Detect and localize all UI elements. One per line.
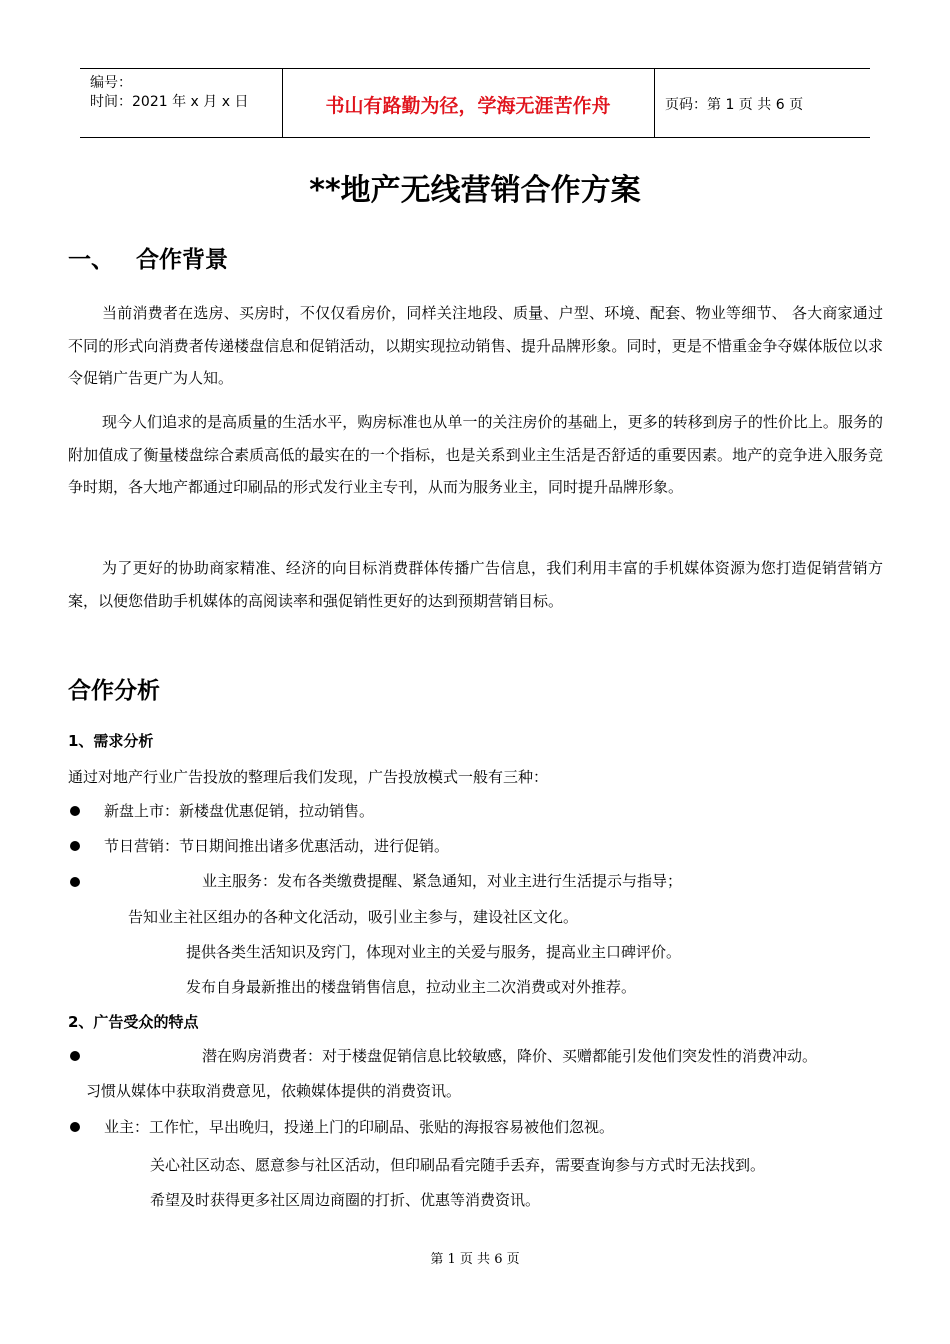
document-header <box>80 68 870 138</box>
bullet-icon <box>70 877 80 887</box>
list-item: 习惯从媒体中获取消费意见，依赖媒体提供的消费资讯。 <box>86 1082 462 1100</box>
page-footer: 第 1 页 共 6 页 <box>430 1252 520 1267</box>
number-label: 编号： <box>90 75 132 91</box>
list-item: 关心社区动态、愿意参与社区活动，但印刷品看完随手丢弃，需要查询参与方式时无法找到。 <box>150 1156 766 1174</box>
header-motto-cell <box>282 69 655 137</box>
bullet-icon <box>70 1051 80 1061</box>
sub1-heading: 1、需求分析 <box>68 732 154 750</box>
list-item: 提供各类生活知识及窍门，体现对业主的关爱与服务，提高业主口碑评价。 <box>186 943 682 961</box>
paragraph-1: 当前消费者在选房、买房时，不仅仅看房价，同样关注地段、质量、户型、环境、配套、物业等细节、 各大商家通过不同的形式向消费者传递楼盘信息和促销活动，以期实现拉动销售、提升品牌形象。同时，更是不惜重金争夺媒体版位以求令促销广告更广为人知。 <box>68 304 883 387</box>
section1-number: 一、 <box>68 247 114 273</box>
list-item: 新盘上市：新楼盘优惠促销，拉动销售。 <box>104 802 375 820</box>
bullet-icon <box>70 841 80 851</box>
page-label: 页码：第 1 页 共 6 页 <box>665 97 804 113</box>
section1-heading-text: 合作背景 <box>136 247 228 273</box>
header-page-cell <box>655 69 870 137</box>
paragraph-2: 现今人们追求的是高质量的生活水平，购房标准也从单一的关注房价的基础上，更多的转移到房子的性价比上。服务的附加值成了衡量楼盘综合素质高低的最实在的一个指标，也是关系到业主生活是否舒适的重要因素。地产的竞争进入服务竞争时期，各大地产都通过印刷品的形式发行业主专刊，从而为服务业主，同时提升品牌形象。 <box>68 413 883 496</box>
list-item: 潜在购房消费者：对于楼盘促销信息比较敏感，降价、买赠都能引发他们突发性的消费冲动。 <box>202 1047 818 1065</box>
sub1-intro: 通过对地产行业广告投放的整理后我们发现，广告投放模式一般有三种： <box>68 768 549 786</box>
list-item: 发布自身最新推出的楼盘销售信息，拉动业主二次消费或对外推荐。 <box>186 978 637 996</box>
list-item: 节日营销：节日期间推出诸多优惠活动，进行促销。 <box>104 837 450 855</box>
bullet-icon <box>70 806 80 816</box>
list-item: 告知业主社区组办的各种文化活动，吸引业主参与，建设社区文化。 <box>128 908 579 926</box>
motto: 书山有路勤为径，学海无涯苦作舟 <box>325 95 611 117</box>
list-item: 业主服务：发布各类缴费提醒、紧急通知，对业主进行生活提示与指导； <box>202 872 683 890</box>
sub2-heading: 2、广告受众的特点 <box>68 1013 199 1031</box>
list-item: 业主：工作忙，早出晚归，投递上门的印刷品、张贴的海报容易被他们忽视。 <box>104 1118 615 1136</box>
time-label: 时间：2021 年 x 月 x 日 <box>90 94 249 110</box>
section2-heading: 合作分析 <box>68 678 160 704</box>
document-title: **地产无线营销合作方案 <box>309 173 641 208</box>
header-info-cell <box>80 69 283 137</box>
list-item: 希望及时获得更多社区周边商圈的打折、优惠等消费资讯。 <box>150 1191 541 1209</box>
paragraph-3: 为了更好的协助商家精准、经济的向目标消费群体传播广告信息，我们利用丰富的手机媒体资源为您打造促销营销方案，以便您借助手机媒体的高阅读率和强促销性更好的达到预期营销目标。 <box>68 559 883 610</box>
section1-heading <box>68 241 228 274</box>
bullet-icon <box>70 1122 80 1132</box>
